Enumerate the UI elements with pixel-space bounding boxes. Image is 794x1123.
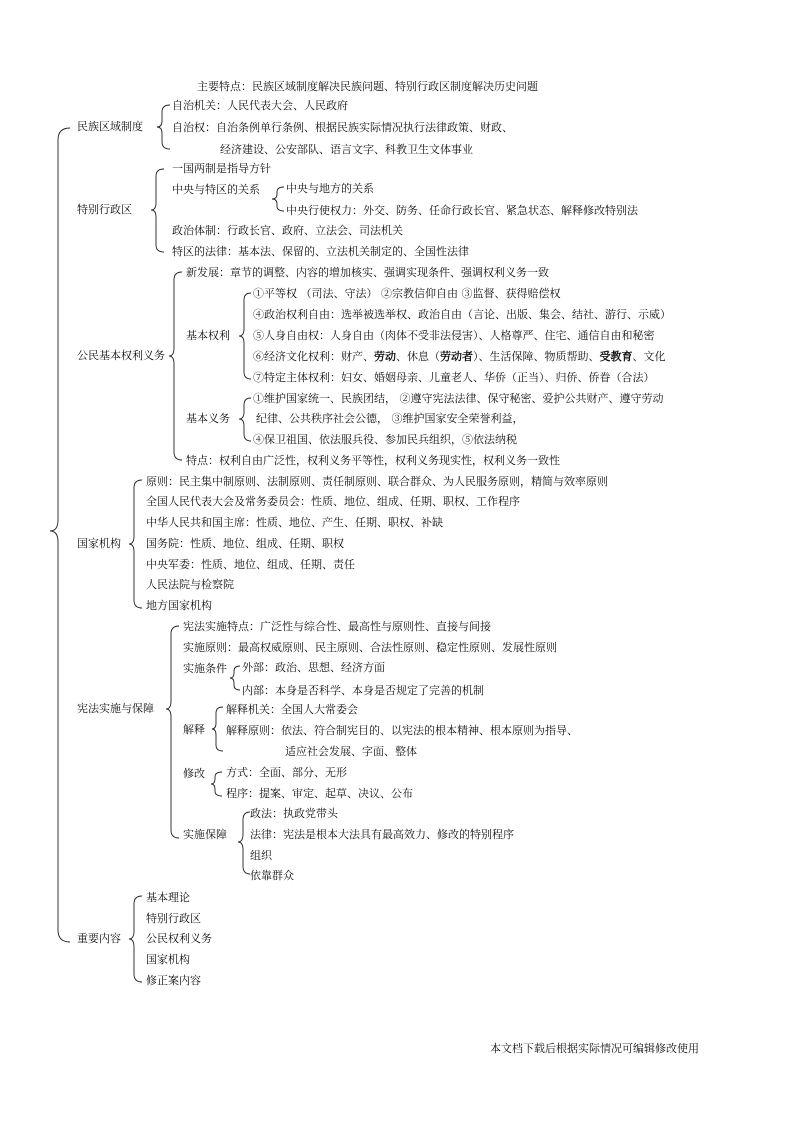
brace-baozhang [238,812,250,874]
guojia-item: 中央军委：性质、地位、组成、任期、责任 [146,558,355,571]
right-4-part-g: 、文化 [632,350,666,363]
brace-gongmin [169,272,182,460]
guarantee-item: 政法：执政党带头 [250,807,338,820]
duties-label: 基本义务 [186,412,230,425]
section-title-xianfa: 宪法实施与保障 [77,702,154,715]
interpretation-principle-1: 解释原则：依法、符合制宪目的、以宪法的根本精神、根本原则为指导、 [226,724,578,737]
guojia-item: 国务院：性质、地位、组成、任期、职权 [146,537,344,550]
amendment-procedure: 程序：提案、审定、起草、决议、公布 [226,787,413,800]
tebie-policy: 一国两制是指导方针 [172,162,271,175]
zhongyao-item: 基本理论 [146,891,190,904]
brace-tebie [151,169,164,252]
guarantee-item: 法律：宪法是根本大法具有最高效力、修改的特别程序 [250,828,514,841]
guojia-item: 原则：民主集中制原则、法制原则、责任制原则、联合群众、为人民服务原则，精简与效率原则 [146,475,608,488]
guarantee-item: 依靠群众 [250,869,294,882]
interpretation-label: 解释 [183,723,205,736]
condition-external: 外部：政治、思想、经济方面 [242,661,385,674]
right-3: ⑤人身自由权：人身自由（肉体不受非法侵害）、人格尊严、住宅、通信自由和秘密 [253,329,655,342]
minzu-organs: 自治机关：人民代表大会、人民政府 [172,99,348,112]
duty-line-2: 纪律、公共秩序社会公德， ③维护国家安全荣誉利益， [256,412,524,425]
zhongyao-item: 国家机构 [146,953,190,966]
guojia-item: 全国人民代表大会及常务委员会：性质、地位、组成、任期、职权、工作程序 [146,495,520,508]
brace-yiwu [239,398,251,441]
brace-jieshi [212,707,223,751]
tebie-relation: 中央与特区的关系 [172,183,260,196]
amendment-way: 方式：全面、部分、无形 [226,766,347,779]
guarantee-label: 实施保障 [183,828,227,841]
brace-minzu [157,105,170,149]
right-4 [253,350,666,364]
tebie-law: 特区的法律：基本法、保留的、立法机关制定的、全国性法律 [172,245,469,258]
brace-guojia [129,480,142,608]
guojia-item: 中华人民共和国主席：性质、地位、产生、任期、职权、补缺 [146,516,443,529]
duty-line-3: ④保卫祖国、依法服兵役、参加民兵组织，⑤依法纳税 [253,433,517,446]
right-5: ⑦特定主体权利：妇女、婚姻母亲、儿童老人、华侨（正当）、归侨、侨眷（合法） [253,371,655,384]
rights-label: 基本权利 [186,329,230,342]
tebie-politics: 政治体制：行政长官、政府、立法会、司法机关 [172,224,403,237]
interpretation-principle-2: 适应社会发展、字面、整体 [285,745,417,758]
zhongyao-item: 修正案内容 [146,974,201,987]
right-2: ④政治权利自由：选举被选举权、政治自由（言论、出版、集会、结社、游行、示威） [253,308,671,321]
minzu-rights-line2: 经济建设、公安部队、语言文字、科教卫生文体事业 [220,143,473,156]
section-title-minzu: 民族区域制度 [77,120,143,133]
condition-internal: 内部：本身是否科学、本身是否规定了完善的机制 [242,684,484,697]
condition-label: 实施条件 [183,662,227,675]
interpretation-organ: 解释机关：全国人大常委会 [226,703,358,716]
amendment-label: 修改 [183,767,205,780]
tebie-relation-a: 中央与地方的关系 [286,182,374,195]
duty-line-1: ①维护国家统一、民族团结， ②遵守宪法法律、保守秘密、爱护公共财产、遵守劳动 [253,392,664,405]
right-4-laborer: 劳动者 [440,350,473,363]
guojia-item: 人民法院与检察院 [146,578,234,591]
right-4-part-e: ）、生活保障、物质帮助、 [473,350,600,363]
xianfa-principles: 实施原则：最高权威原则、民主原则、合法性原则、稳定性原则、发展性原则 [183,641,557,654]
brace-quanli [239,293,251,379]
right-1: ①平等权 （司法、守法） ②宗教信仰自由 ③监督、获得赔偿权 [253,287,561,300]
zhongyao-item: 特别行政区 [146,912,201,925]
main-brace [50,128,70,942]
zhongyao-item: 公民权利义务 [146,932,212,945]
top-note: 主要特点：民族区域制度解决民族问题、特别行政区制度解决历史问题 [197,80,538,93]
section-title-gongmin: 公民基本权利义务 [77,349,165,362]
right-4-part-a: ⑥经济文化权利：财产、 [253,350,374,363]
tebie-relation-b: 中央行使权力：外交、防务、任命行政长官、紧急状态、解释修改特别法 [286,204,638,217]
guarantee-item: 组织 [250,849,272,862]
section-title-tebie: 特别行政区 [77,203,132,216]
minzu-rights-line1: 自治权：自治条例单行条例、根据民族实际情况执行法律政策、财政、 [172,121,513,134]
section-title-guojia: 国家机构 [77,537,121,550]
brace-guanxi [272,187,284,211]
brace-xiugai [211,772,222,796]
guojia-item: 地方国家机构 [146,599,212,612]
footer-note: 本文档下载后根据实际情况可编辑修改使用 [490,1042,699,1055]
brace-zhongyao [129,896,142,982]
gongmin-new: 新发展：章节的调整、内容的增加核实、强调实现条件、强调权利义务一致 [186,266,549,279]
right-4-education: 受教育 [599,350,633,363]
right-4-labor: 劳动 [374,350,396,363]
brace-tiaojian [230,666,240,690]
gongmin-features: 特点：权利自由广泛性，权利义务平等性，权利义务现实性，权利义务一致性 [186,454,560,467]
section-title-zhongyao: 重要内容 [77,932,121,945]
xianfa-features: 宪法实施特点：广泛性与综合性、最高性与原则性、直接与间接 [183,620,491,633]
brace-xianfa [166,626,179,838]
right-4-part-c: 、休息（ [396,350,440,363]
